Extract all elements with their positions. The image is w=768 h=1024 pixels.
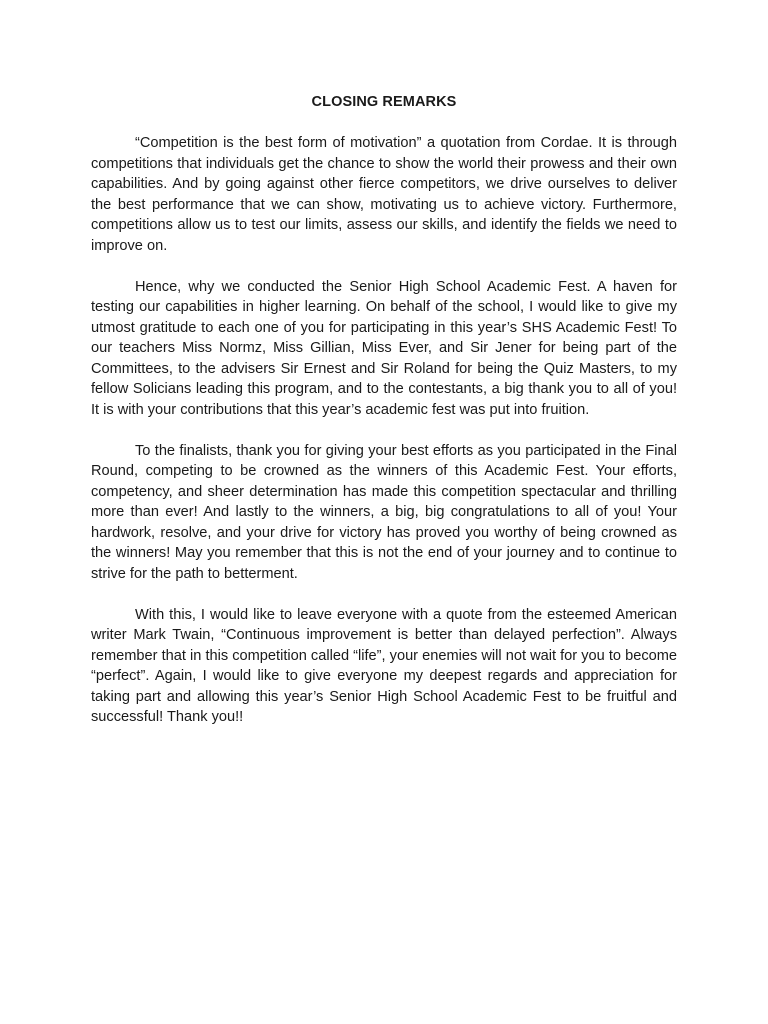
paragraph-finalists: To the finalists, thank you for giving your best efforts as you participated in the Final Round, competing to be crowned as the winners of this Academic Fest. Your efforts, competency, and sheer determination has made this competition spectacular and thrilling more than ever! And lastly to the winners, a big, big congratulations to all of you! Your hardwork, resolve, and your drive for victory has proved you worthy of being crowned as the winners! May you remember that this is not the end of your journey and to continue to strive for the path to betterment. bbox=[91, 442, 677, 582]
paragraph-closing-quote: With this, I would like to leave everyone with a quote from the esteemed American writer Mark Twain, “Continuous improvement is better than delayed perfection”. Always remember that in this competition called “life”, your enemies will not wait for you to become “perfect”. Again, I would like to give everyone my deepest regards and appreciation for taking part and allowing this year’s Senior High School Academic Fest to be fruitful and successful! Thank you!! bbox=[91, 606, 677, 725]
document-body bbox=[91, 133, 677, 748]
document-title: CLOSING REMARKS bbox=[311, 94, 457, 110]
paragraph-motivation: “Competition is the best form of motivation” a quotation from Cordae. It is through competitions that individuals get the chance to show the world their prowess and their own capabilities. And by going against other fierce competitors, we drive ourselves to deliver the best performance that we can show, motivating us to achieve victory. Furthermore, competitions allow us to test our limits, assess our skills, and identify the fields we need to improve on. bbox=[91, 135, 677, 254]
paragraph-gratitude: Hence, why we conducted the Senior High School Academic Fest. A haven for testing our capabilities in higher learning. On behalf of the school, I would like to give my utmost gratitude to each one of you for participating in this year’s SHS Academic Fest! To our teachers Miss Normz, Miss Gillian, Miss Ever, and Sir Jener for being part of the Committees, to the advisers Sir Ernest and Sir Roland for being the Quiz Masters, to my fellow Solicians leading this program, and to the contestants, a big thank you to all of you! It is with your contributions that this year’s academic fest was put into fruition. bbox=[91, 278, 677, 418]
